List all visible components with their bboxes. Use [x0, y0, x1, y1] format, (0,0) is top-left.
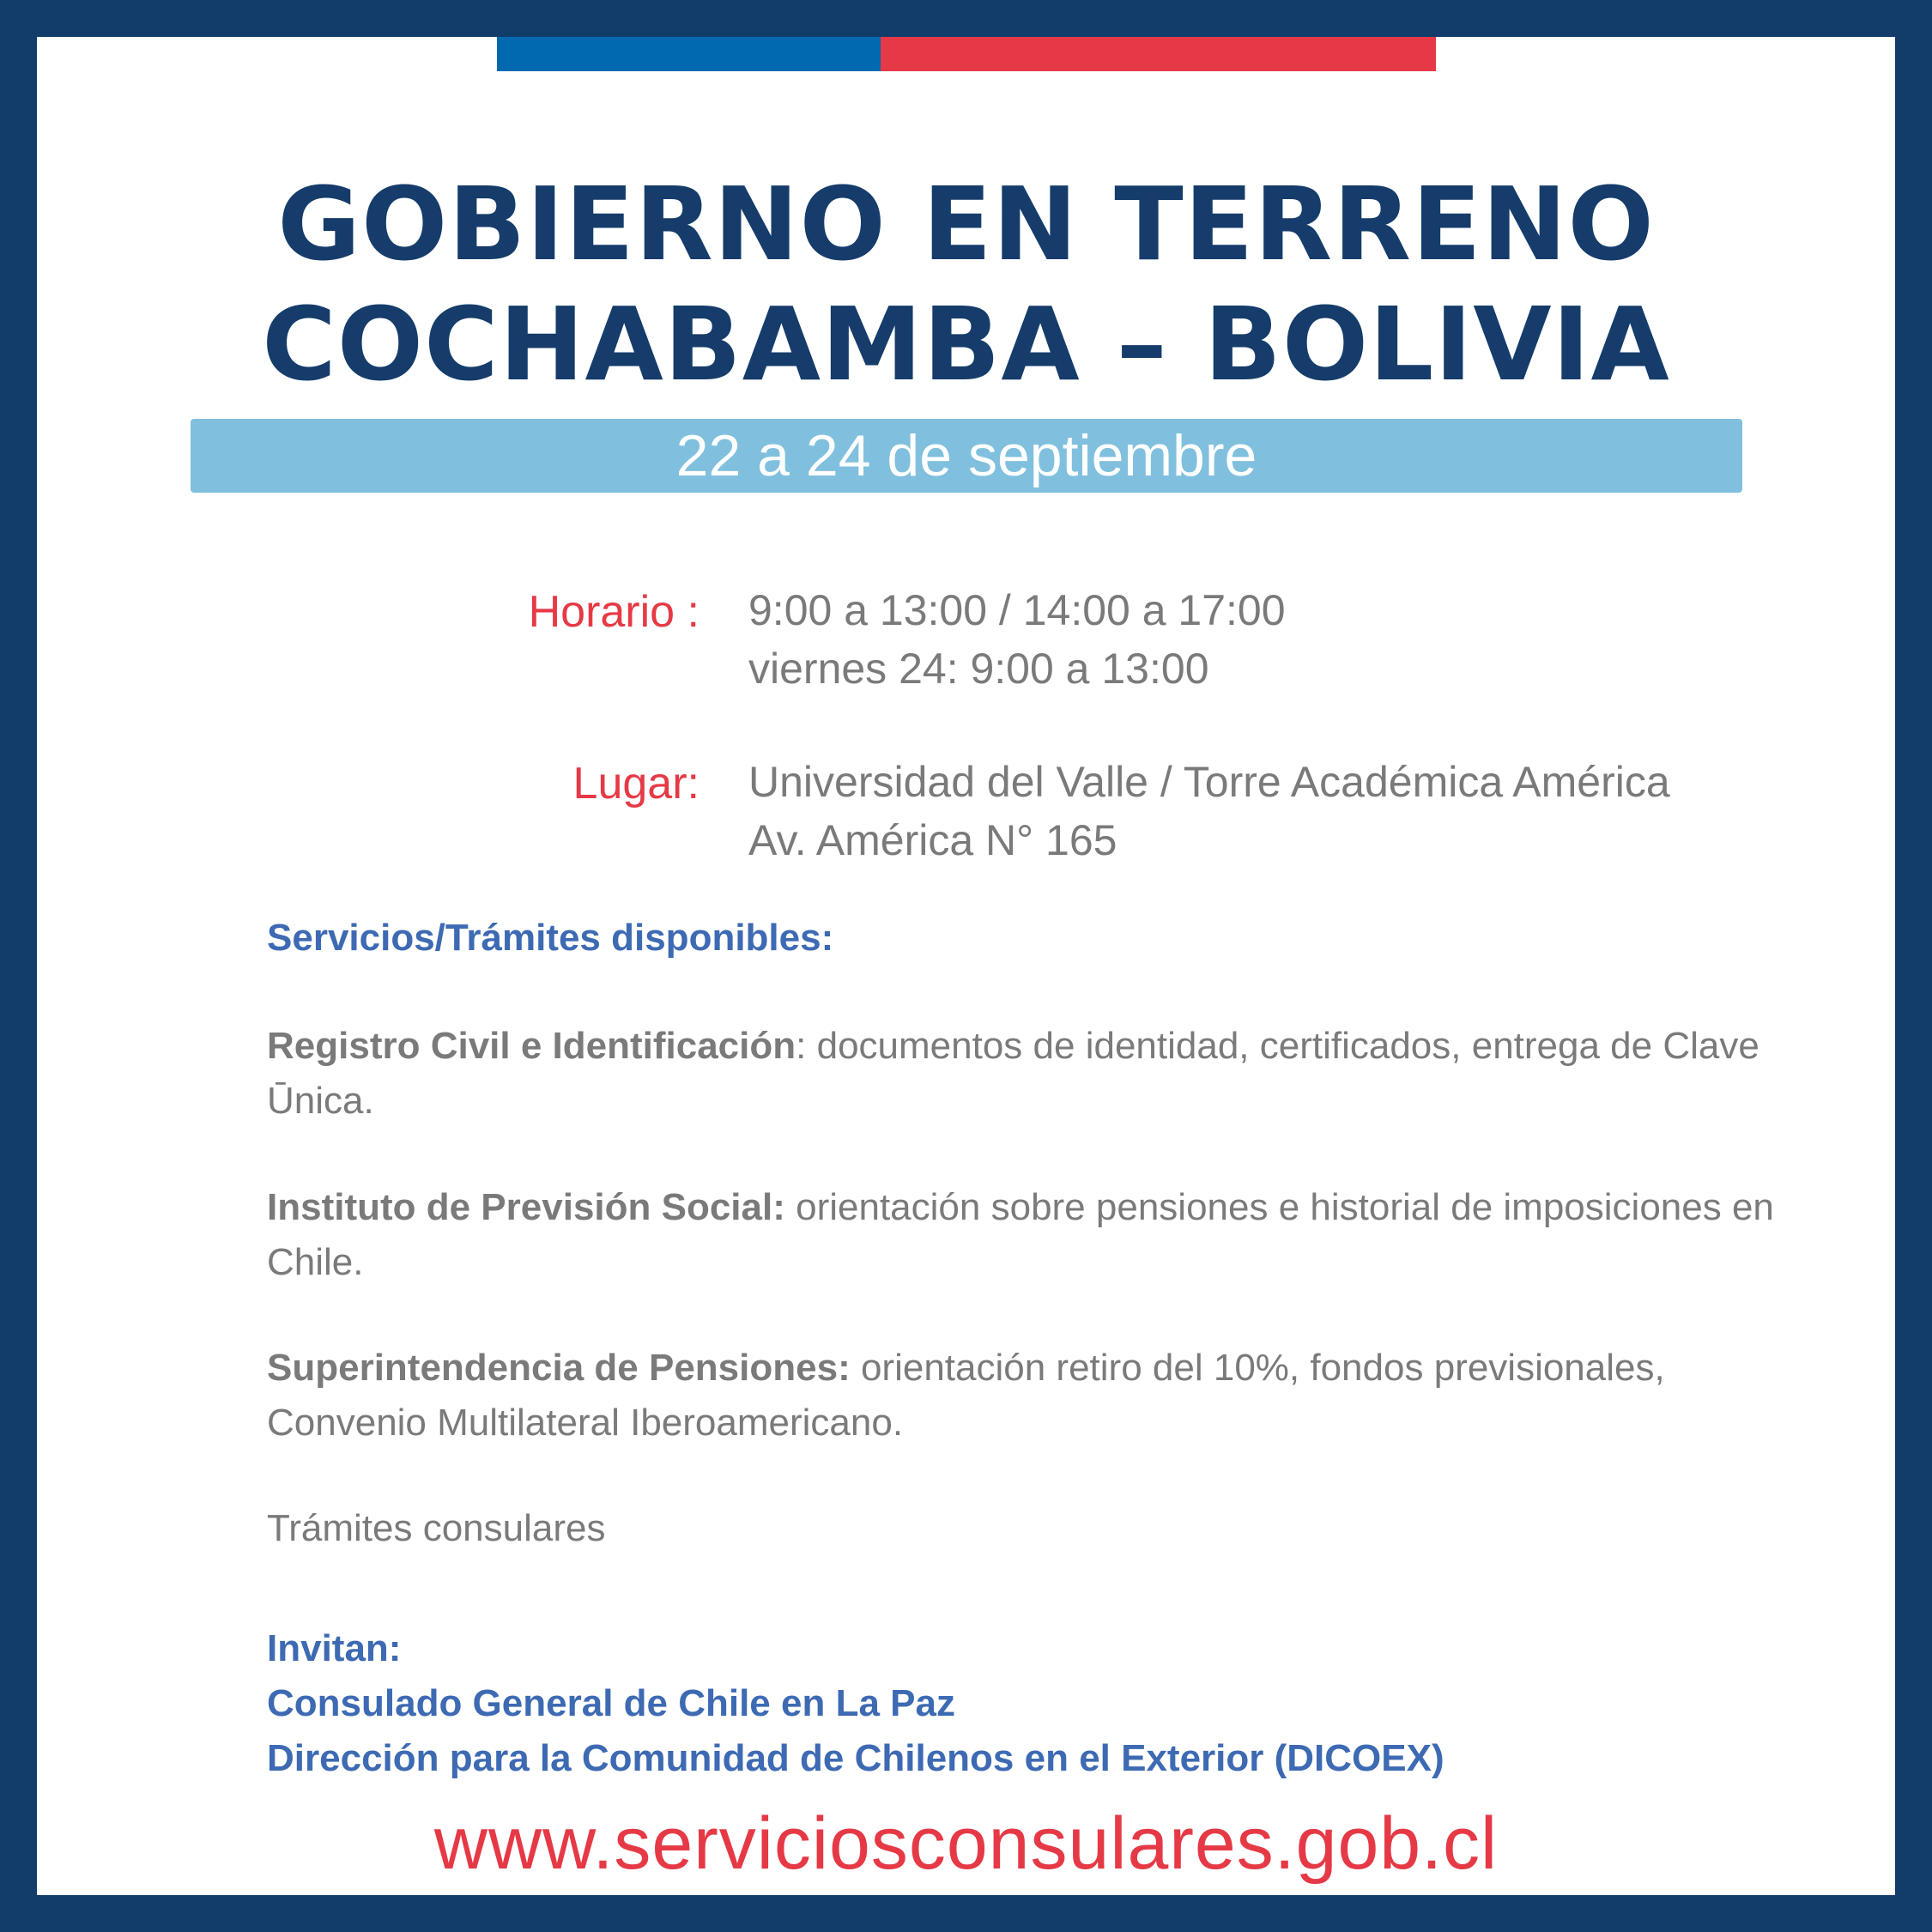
service-name: Registro Civil e Identificación: [267, 1025, 796, 1067]
service-item: [267, 1180, 1778, 1290]
lugar-value-2: Av. América N° 165: [748, 816, 1117, 864]
website-link[interactable]: www.serviciosconsulares.gob.cl: [433, 1802, 1499, 1885]
title-line-2: COCHABAMBA – BOLIVIA: [262, 285, 1670, 403]
service-item: [267, 1341, 1778, 1451]
service-desc: orientación retiro del 10%, fondos previsionales, Convenio Multilateral Iberoamericano.: [267, 1347, 1665, 1444]
invitan-label: Invitan:: [267, 1627, 402, 1669]
horario-value-2: viernes 24: 9:00 a 13:00: [748, 645, 1209, 693]
flag-stripe: [497, 37, 1436, 71]
flag-blue-band: [497, 37, 881, 71]
invitan-line-1: Consulado General de Chile en La Paz: [267, 1682, 955, 1724]
invitan-line-2: Dirección para la Comunidad de Chilenos en el Exterior (DICOEX): [267, 1737, 1444, 1779]
service-desc: Trámites consulares: [267, 1507, 606, 1549]
service-desc: orientación sobre pensiones e historial de imposiciones en Chile.: [267, 1186, 1774, 1283]
service-desc: documentos de identidad, certificados, entrega de Clave Ūnica.: [267, 1025, 1759, 1122]
title-line-1: GOBIERNO EN TERRENO: [277, 165, 1655, 283]
services-heading: Servicios/Trámites disponibles:: [267, 917, 834, 959]
service-sep: :: [796, 1025, 807, 1067]
service-name: Superintendencia de Pensiones:: [267, 1347, 851, 1389]
service-item: [267, 1501, 1778, 1556]
lugar-value-1: Universidad del Valle / Torre Académica América: [748, 758, 1670, 806]
service-name: Instituto de Previsión Social:: [267, 1186, 785, 1228]
flag-red-band: [881, 37, 1436, 71]
date-text: 22 a 24 de septiembre: [675, 423, 1257, 488]
service-item: [267, 1019, 1778, 1129]
date-banner: [191, 419, 1742, 493]
lugar-label: Lugar:: [572, 759, 700, 809]
horario-label: Horario :: [528, 587, 700, 637]
horario-value-1: 9:00 a 13:00 / 14:00 a 17:00: [748, 586, 1286, 634]
